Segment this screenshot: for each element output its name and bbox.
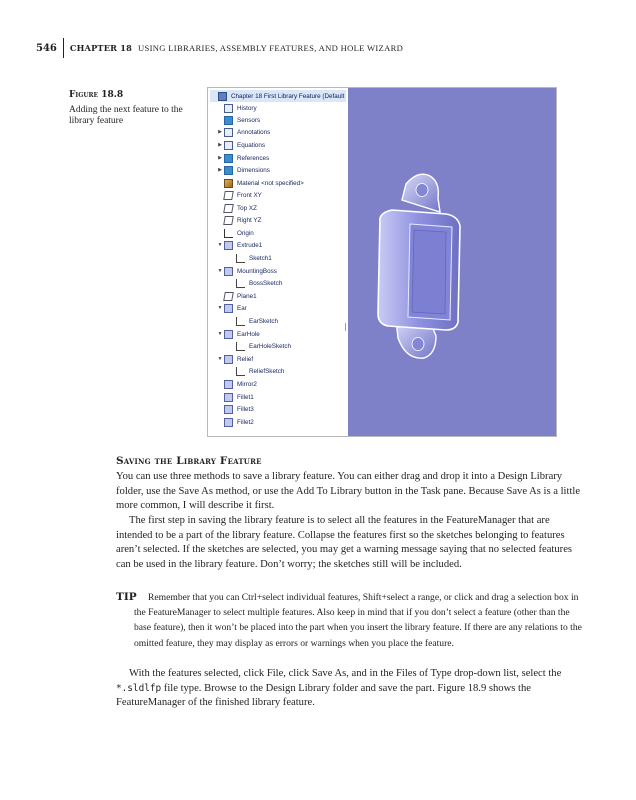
tree-item-history[interactable] — [216, 102, 257, 114]
expand-arrow-icon[interactable]: ▶ — [218, 155, 222, 161]
origin-icon — [224, 229, 233, 238]
tip-text: Remember that you can Ctrl+select individual features, Shift+select a range, or click and drag a selection box in the FeatureManager to select multiple features. Also keep in mind that if you don’t select a feature (other than the base feature), then it won’t be placed into the part when you insert the library feature. If there are any relations to the omitted feature, they may display as errors or warnings when you place the feature. — [134, 592, 582, 649]
tree-item-extrude1[interactable] — [216, 239, 262, 251]
section-heading: Saving the Library Feature — [116, 455, 262, 467]
tree-item-label: Dimensions — [237, 166, 270, 174]
tree-item-dimensions[interactable] — [216, 164, 270, 176]
history-icon — [224, 104, 233, 113]
collapse-arrow-icon[interactable]: ▼ — [217, 331, 223, 337]
part-icon — [218, 92, 227, 101]
plane-icon — [223, 292, 234, 301]
sketch-icon — [236, 367, 245, 376]
tree-item-references[interactable] — [216, 152, 269, 164]
collapse-arrow-icon[interactable]: ▼ — [217, 268, 223, 274]
feature-icon — [224, 355, 233, 364]
sketch-icon — [236, 342, 245, 351]
sketch-icon — [236, 317, 245, 326]
tree-item-sensors[interactable] — [216, 114, 260, 126]
fillet-icon — [224, 393, 233, 402]
tree-item-earholesketch[interactable] — [228, 340, 291, 352]
tree-item-ear[interactable] — [216, 302, 247, 314]
tree-item-label: EarHoleSketch — [249, 342, 291, 350]
tree-item-equations[interactable] — [216, 139, 265, 151]
tree-item-label: Plane1 — [237, 292, 257, 300]
tree-item-label: BossSketch — [249, 279, 283, 287]
tree-item-label: Front XY — [237, 191, 262, 199]
feature-manager-tree — [208, 88, 346, 436]
tree-item-label: Ear — [237, 304, 247, 312]
collapse-arrow-icon[interactable]: ▼ — [217, 305, 223, 311]
ear-hole — [412, 338, 424, 351]
tree-item-fillet3[interactable] — [216, 403, 254, 415]
tree-item-label: Right YZ — [237, 216, 262, 224]
feature-icon — [224, 330, 233, 339]
figure-caption-text: Adding the next feature to the library feature — [69, 104, 183, 126]
header-divider — [63, 38, 64, 58]
mirror-icon — [224, 380, 233, 389]
paragraph: The first step in saving the library feature is to select all the features in the FeatureManager that are intended to be a part of the library feature. Collapse the features first so the sketches belonging to features aren’t selected. If the sketches are selected, you may get a warning message saying that no selected features can be used in the library feature. Don’t worry; the sketches still will be included. — [116, 515, 573, 570]
tree-item-label: Sketch1 — [249, 254, 272, 262]
tip-label: TIP — [116, 591, 137, 603]
tree-item-reliefsketch[interactable] — [228, 365, 284, 377]
file-extension-code: *.sldlfp — [116, 682, 162, 694]
graphics-viewport[interactable] — [348, 88, 556, 436]
chapter-title: USING LIBRARIES, ASSEMBLY FEATURES, AND HOLE WIZARD — [138, 43, 404, 53]
feature-icon — [224, 267, 233, 276]
tree-item-front-plane[interactable] — [216, 189, 262, 201]
figure-screenshot — [207, 87, 557, 437]
tree-item-relief[interactable] — [216, 353, 253, 365]
part-model-graphic — [348, 88, 556, 436]
annotations-icon — [224, 128, 233, 137]
tree-item-earsketch[interactable] — [228, 315, 278, 327]
tree-root-part[interactable] — [210, 90, 346, 102]
tree-item-label: EarSketch — [249, 317, 279, 325]
paragraph — [116, 667, 586, 711]
tree-item-origin[interactable] — [216, 227, 254, 239]
tree-item-fillet2[interactable] — [216, 416, 254, 428]
tree-item-label: History — [237, 104, 257, 112]
top-ear — [402, 174, 440, 212]
tree-item-label: Extrude1 — [237, 241, 263, 249]
feature-icon — [224, 304, 233, 313]
tree-item-plane1[interactable] — [216, 290, 257, 302]
ear-hole — [416, 184, 428, 197]
sketch-icon — [236, 279, 245, 288]
tree-item-label: ReliefSketch — [249, 367, 285, 375]
tree-item-material[interactable] — [216, 177, 304, 189]
tree-item-label: Fillet1 — [237, 393, 254, 401]
collapse-arrow-icon[interactable]: ▼ — [217, 242, 223, 248]
tree-item-label: Relief — [237, 355, 254, 363]
tree-item-annotations[interactable] — [216, 126, 270, 138]
paragraph: You can use three methods to save a library feature. You can either drag and drop it into a Design Library folder, use the Save As method, or use the Add To Library button in the Task pane. Because Save As is a little more common, I will describe it first. — [116, 471, 581, 512]
tip-box — [116, 590, 586, 651]
paragraph-text: With the features selected, click File, click Save As, and in the Files of Type drop-down list, select the — [129, 668, 562, 679]
tree-item-label: Sensors — [237, 116, 261, 124]
tree-item-label: Top XZ — [237, 204, 257, 212]
tree-item-label: Chapter 18 First Library Feature (Default — [231, 92, 345, 100]
tree-item-label: Material <not specified> — [237, 179, 304, 187]
tree-item-label: Equations — [237, 141, 266, 149]
tree-item-top-plane[interactable] — [216, 202, 257, 214]
running-header — [36, 38, 403, 58]
tree-item-right-plane[interactable] — [216, 214, 261, 226]
expand-arrow-icon[interactable]: ▶ — [218, 167, 222, 173]
tree-item-label: Origin — [237, 229, 254, 237]
fillet-icon — [224, 405, 233, 414]
expand-arrow-icon[interactable]: ▶ — [218, 142, 222, 148]
tree-item-label: Fillet3 — [237, 405, 254, 413]
tree-item-label: References — [237, 154, 270, 162]
paragraph-text: file type. Browse to the Design Library folder and save the part. Figure 18.9 shows the FeatureManager of the finished library feature. — [116, 682, 531, 709]
folder-icon — [224, 166, 233, 175]
plane-icon — [223, 191, 234, 200]
folder-icon — [224, 154, 233, 163]
tree-item-mirror2[interactable] — [216, 378, 257, 390]
tree-item-label: Annotations — [237, 128, 271, 136]
tree-item-label: Mirror2 — [237, 380, 257, 388]
sensor-icon — [224, 116, 233, 125]
tree-item-earhole[interactable] — [216, 328, 260, 340]
tree-item-fillet1[interactable] — [216, 391, 254, 403]
figure-label: Figure 18.8 — [69, 90, 124, 100]
sketch-icon — [236, 254, 245, 263]
tree-item-label: Fillet2 — [237, 418, 254, 426]
tree-item-label: EarHole — [237, 330, 260, 338]
material-icon — [224, 179, 233, 188]
tree-item-sketch1[interactable] — [228, 252, 272, 264]
page-number: 546 — [36, 42, 57, 54]
tree-item-label: MountingBoss — [237, 267, 277, 275]
plane-icon — [223, 216, 234, 225]
expand-arrow-icon[interactable]: ▶ — [218, 129, 222, 135]
figure-caption — [69, 90, 189, 128]
tree-item-bosssketch[interactable] — [228, 277, 282, 289]
plane-icon — [223, 204, 234, 213]
equations-icon — [224, 141, 233, 150]
tree-item-mountingboss[interactable] — [216, 265, 277, 277]
main-body — [378, 210, 460, 330]
chapter-label: CHAPTER 18 — [69, 43, 133, 53]
collapse-arrow-icon[interactable]: ▼ — [217, 356, 223, 362]
feature-icon — [224, 241, 233, 250]
fillet-icon — [224, 418, 233, 427]
